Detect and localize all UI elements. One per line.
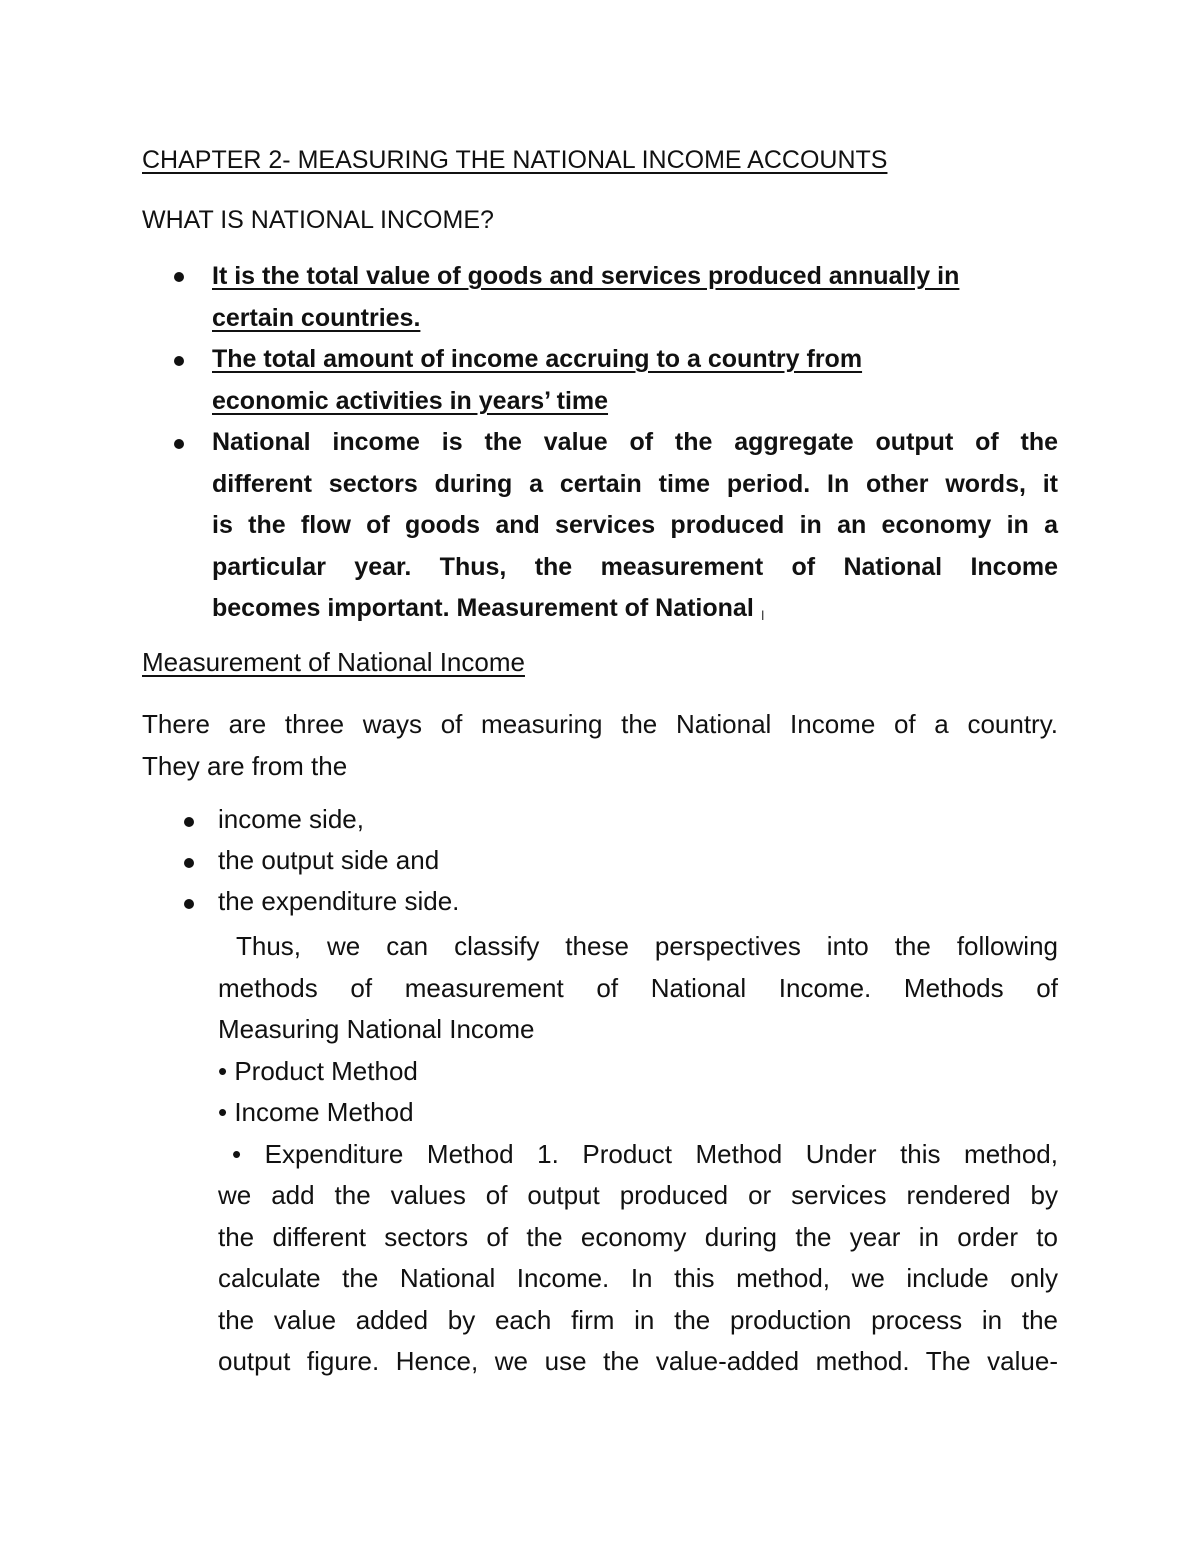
body-line: methods of measurement of National Income. Methods of bbox=[218, 972, 1058, 1003]
body-line: Thus, we can classify these perspectives into the following bbox=[236, 931, 1058, 961]
bullet-icon bbox=[174, 356, 184, 366]
definition-1-line-2: certain countries. bbox=[212, 304, 421, 332]
bullet-icon bbox=[184, 817, 194, 827]
methods-paragraph bbox=[218, 926, 1058, 1383]
body-line: the value added by each firm in the production process in the bbox=[218, 1304, 1058, 1335]
bullet-icon bbox=[184, 899, 194, 909]
bullet-icon bbox=[184, 858, 194, 868]
intro-line-2: They are from the bbox=[142, 751, 348, 781]
method-item-product: • Product Method bbox=[218, 1055, 418, 1086]
measurement-intro bbox=[142, 703, 1058, 787]
bullet-icon bbox=[174, 439, 184, 449]
measurement-heading: Measurement of National Income bbox=[142, 647, 525, 677]
definition-3-line-4: particular year. Thus, the measurement of National Income bbox=[212, 552, 1058, 581]
side-item-income: income side, bbox=[218, 804, 364, 834]
side-item-expenditure: the expenditure side. bbox=[218, 886, 460, 916]
body-line: output figure. Hence, we use the value-added method. The value- bbox=[218, 1346, 1058, 1376]
body-line: we add the values of output produced or services rendered by bbox=[218, 1180, 1058, 1210]
intro-line-1: There are three ways of measuring the National Income of a country. bbox=[142, 709, 1058, 739]
definition-1-line-1: It is the total value of goods and services produced annually in bbox=[212, 262, 960, 290]
definition-2-line-1: The total amount of income accruing to a country from bbox=[212, 345, 863, 373]
bullet-icon bbox=[174, 272, 184, 282]
method-item-income: • Income Method bbox=[218, 1097, 414, 1127]
definition-3-paragraph bbox=[212, 422, 1058, 630]
chapter-title: CHAPTER 2- MEASURING THE NATIONAL INCOME ACCOUNTS bbox=[142, 146, 888, 174]
body-line: the different sectors of the economy during the year in order to bbox=[218, 1221, 1058, 1252]
body-line: Measuring National Income bbox=[218, 1014, 535, 1044]
section-question: WHAT IS NATIONAL INCOME? bbox=[142, 206, 494, 234]
method-item-expenditure: • Expenditure Method 1. Product Method Under this method, bbox=[232, 1138, 1058, 1169]
body-line: calculate the National Income. In this method, we include only bbox=[218, 1263, 1058, 1293]
definition-3-line-5: becomes important. Measurement of National bbox=[212, 594, 754, 622]
definition-3-line-5-wrap bbox=[212, 588, 1058, 630]
definition-3-line-1: National income is the value of the aggregate output of the bbox=[212, 428, 1058, 456]
side-item-output: the output side and bbox=[218, 845, 440, 875]
definition-3-line-2: different sectors during a certain time period. In other words, it bbox=[212, 469, 1058, 498]
definition-3-line-3: is the flow of goods and services produced in an economy in a bbox=[212, 511, 1058, 539]
definition-2-line-2: economic activities in years’ time bbox=[212, 387, 609, 415]
text-cursor: I bbox=[760, 607, 765, 623]
